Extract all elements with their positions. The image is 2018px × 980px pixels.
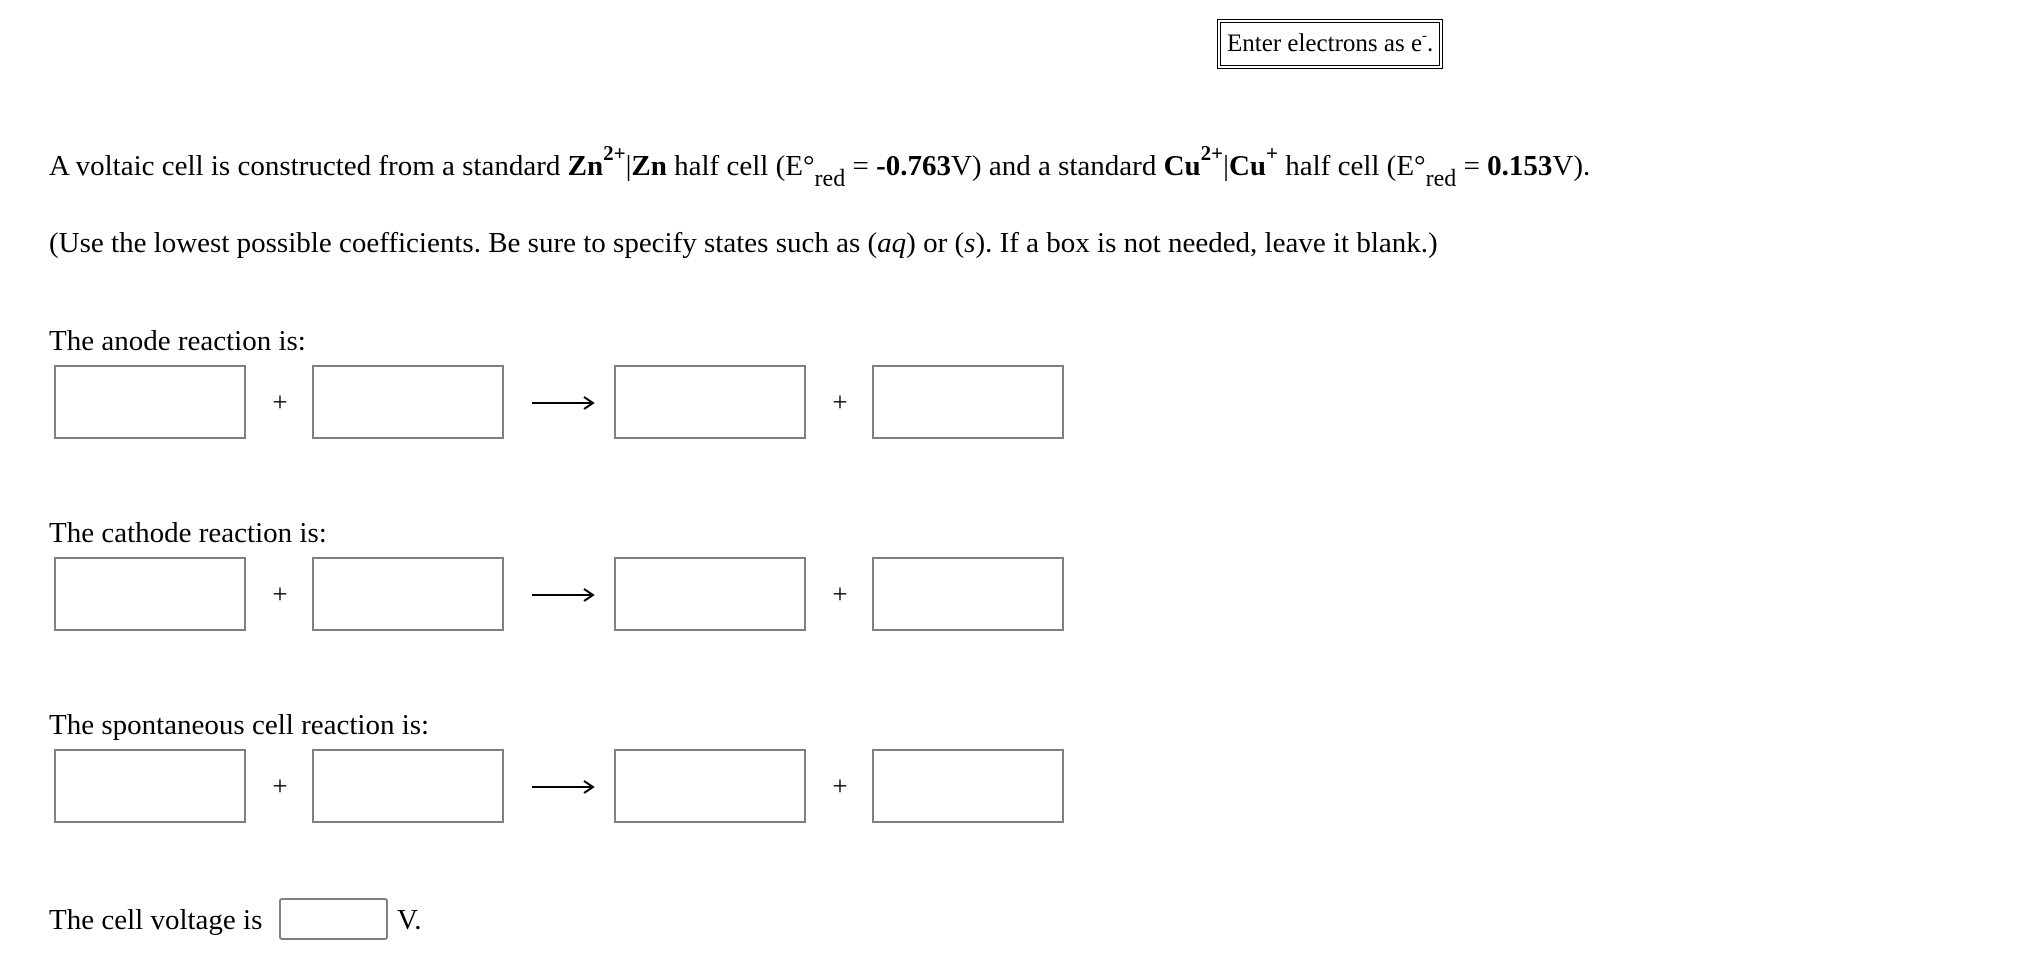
instructions-text: (Use the lowest possible coefficients. Be sure to specify states such as ( [49,227,878,259]
anode-product-2-input[interactable] [872,365,1064,439]
plus-sign: + [272,771,288,801]
cu-ion: Cu [1163,150,1201,182]
equals: = [845,150,877,182]
long-right-arrow-icon [530,772,596,802]
cathode-label: The cathode reaction is: [49,517,327,549]
plus-sign: + [272,579,288,609]
cell-product-1-input[interactable] [614,749,806,823]
cathode-reactant-2-input[interactable] [312,557,504,631]
long-right-arrow-icon [530,580,596,610]
equals: = [1456,150,1488,182]
electron-hint-text [1220,22,1440,66]
instructions-text: ) or ( [906,227,965,259]
hint-text: Enter electrons as e [1227,30,1423,57]
cathode-product-2-input[interactable] [872,557,1064,631]
separator: | [1223,150,1229,182]
cathode-equation [54,557,1074,634]
zn-potential: -0.763 [876,150,951,182]
red-subscript: red [814,165,846,192]
cell-voltage-label: The cell voltage is [49,904,263,936]
cu-plus-charge: + [1266,141,1278,166]
instructions-text: ). If a box is not needed, leave it blank.) [975,227,1438,259]
voltage-unit: V. [397,904,422,936]
problem-text: A voltaic cell is constructed from a standard [49,150,568,182]
cathode-product-1-input[interactable] [614,557,806,631]
instructions [49,225,1438,261]
separator: | [625,150,632,182]
problem-statement [49,141,1591,192]
zn-metal: Zn [631,150,667,182]
cu-ion-plus: Cu [1228,150,1267,182]
zn-ion: Zn [567,150,604,182]
anode-label: The anode reaction is: [49,325,306,357]
red-subscript: red [1425,165,1457,192]
electron-hint-box [1217,19,1443,69]
spontaneous-equation [54,749,1074,826]
anode-equation [54,365,1074,442]
aq-state: aq [877,227,907,259]
plus-sign: + [832,387,848,417]
hint-superscript: - [1422,27,1428,44]
problem-text: half cell (E° [666,150,815,182]
cathode-reactant-1-input[interactable] [54,557,246,631]
hint-suffix: . [1427,30,1434,57]
plus-sign: + [832,579,848,609]
plus-sign: + [272,387,288,417]
cell-product-2-input[interactable] [872,749,1064,823]
s-state: s [964,227,976,259]
anode-reactant-1-input[interactable] [54,365,246,439]
cu-charge: 2+ [1200,141,1224,166]
plus-sign: + [832,771,848,801]
problem-text: V). [1552,150,1591,182]
spontaneous-label: The spontaneous cell reaction is: [49,709,430,741]
cell-reactant-2-input[interactable] [312,749,504,823]
anode-reactant-2-input[interactable] [312,365,504,439]
cell-reactant-1-input[interactable] [54,749,246,823]
cell-voltage-input[interactable] [279,898,388,940]
long-right-arrow-icon [530,388,596,418]
zn-charge: 2+ [603,141,626,166]
problem-text: V) and a standard [950,150,1164,182]
problem-text: half cell (E° [1277,150,1426,182]
cu-potential: 0.153 [1487,150,1553,182]
anode-product-1-input[interactable] [614,365,806,439]
